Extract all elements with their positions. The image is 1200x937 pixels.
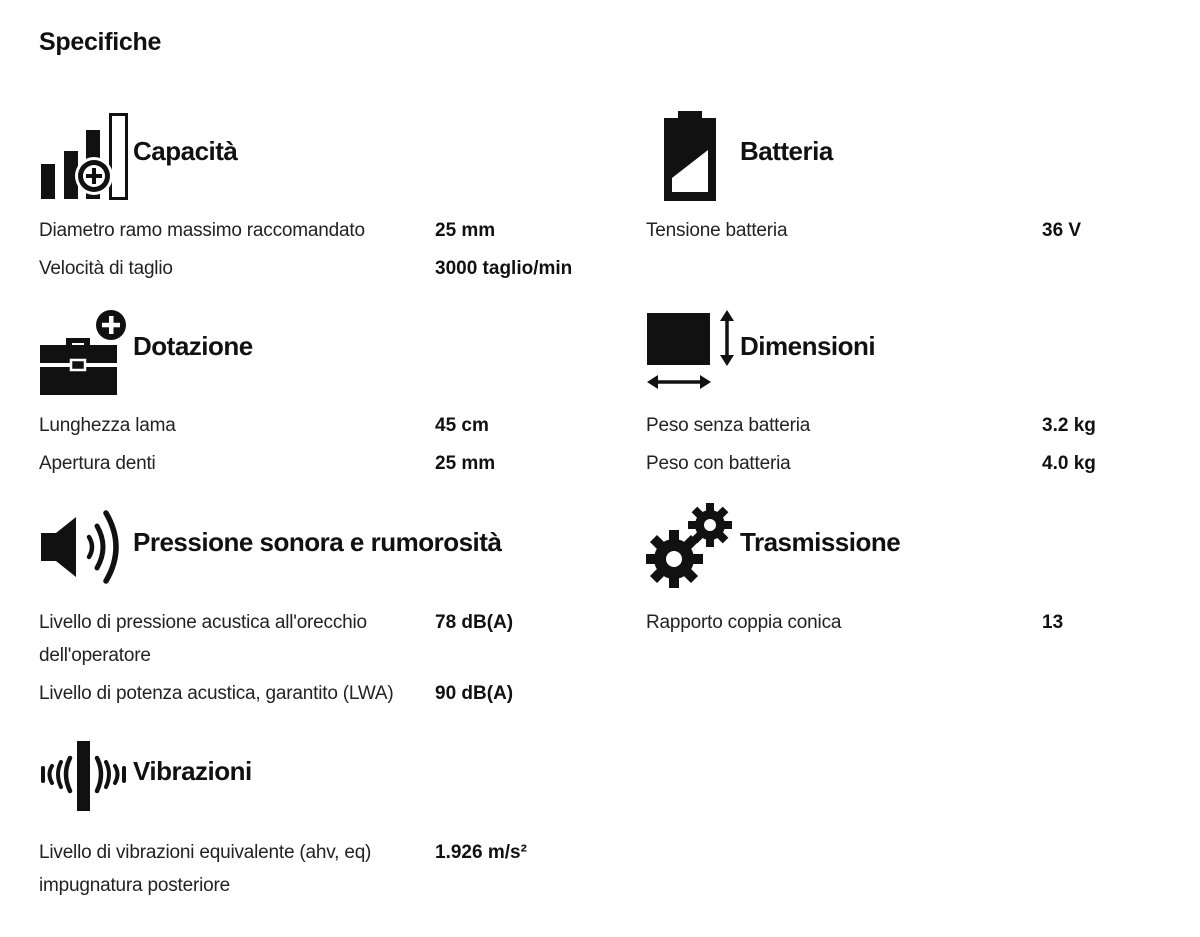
spec-row <box>646 214 1166 247</box>
spec-value: 78 dB(A) <box>435 612 514 633</box>
section-title: Capacità <box>133 136 238 166</box>
dimensions-icon <box>646 305 738 402</box>
spec-row <box>39 836 609 902</box>
spec-value: 25 mm <box>435 453 496 474</box>
spec-label: Apertura denti <box>39 453 156 474</box>
section-vibrazioni <box>39 730 609 896</box>
section-dimensioni <box>646 305 1166 474</box>
page-title: Specifiche <box>39 28 162 56</box>
spec-label: Diametro ramo massimo raccomandato <box>39 220 365 241</box>
spec-label: Rapporto coppia conica <box>646 612 842 633</box>
spec-label: Peso senza batteria <box>646 415 811 436</box>
spec-row <box>646 606 1166 639</box>
spec-value: 3.2 kg <box>1042 415 1096 436</box>
battery-icon <box>646 110 738 207</box>
spec-value: 13 <box>1042 612 1064 633</box>
section-title: Trasmissione <box>740 527 901 557</box>
section-capacita <box>39 110 609 279</box>
spec-label: Tensione batteria <box>646 220 788 241</box>
section-pressione <box>39 501 609 704</box>
spec-value: 36 V <box>1042 220 1082 241</box>
speaker-sound-icon <box>39 501 131 598</box>
section-header <box>39 730 609 822</box>
spec-value: 90 dB(A) <box>435 683 514 704</box>
spec-row <box>39 677 609 710</box>
section-title: Pressione sonora e rumorosità <box>133 527 502 557</box>
spec-value: 1.926 m/s² <box>435 842 527 863</box>
spec-value: 4.0 kg <box>1042 453 1096 474</box>
capacity-bars-plus-icon <box>39 110 131 207</box>
section-header <box>646 501 1166 593</box>
spec-row <box>646 409 1166 442</box>
section-trasmissione <box>646 501 1166 633</box>
section-dotazione <box>39 305 609 474</box>
section-title: Dimensioni <box>740 331 876 361</box>
section-title: Dotazione <box>133 331 253 361</box>
spec-label: Livello di potenza acustica, garantito (LWA) <box>39 683 394 704</box>
spec-value: 45 cm <box>435 415 489 436</box>
spec-value: 25 mm <box>435 220 496 241</box>
spec-row <box>39 252 609 285</box>
section-header <box>39 305 609 397</box>
toolbox-plus-icon <box>39 305 131 402</box>
spec-label: Lunghezza lama <box>39 415 176 436</box>
spec-row <box>39 447 609 480</box>
spec-label: Livello di pressione acustica all'orecchio dell'operatore <box>39 612 367 666</box>
spec-row <box>39 409 609 442</box>
spec-value: 3000 taglio/min <box>435 258 573 279</box>
spec-row <box>646 447 1166 480</box>
gears-icon <box>646 501 738 598</box>
section-header <box>39 501 609 593</box>
section-title: Vibrazioni <box>133 756 252 786</box>
spec-row <box>39 606 609 672</box>
section-header <box>39 110 609 202</box>
section-header <box>646 305 1166 397</box>
section-header <box>646 110 1166 202</box>
spec-label: Livello di vibrazioni equivalente (ahv, eq) impugnatura posteriore <box>39 842 372 896</box>
spec-label: Peso con batteria <box>646 453 791 474</box>
section-title: Batteria <box>740 136 833 166</box>
spec-row <box>39 214 609 247</box>
section-batteria <box>646 110 1166 241</box>
vibration-icon <box>39 730 131 827</box>
spec-label: Velocità di taglio <box>39 258 173 279</box>
